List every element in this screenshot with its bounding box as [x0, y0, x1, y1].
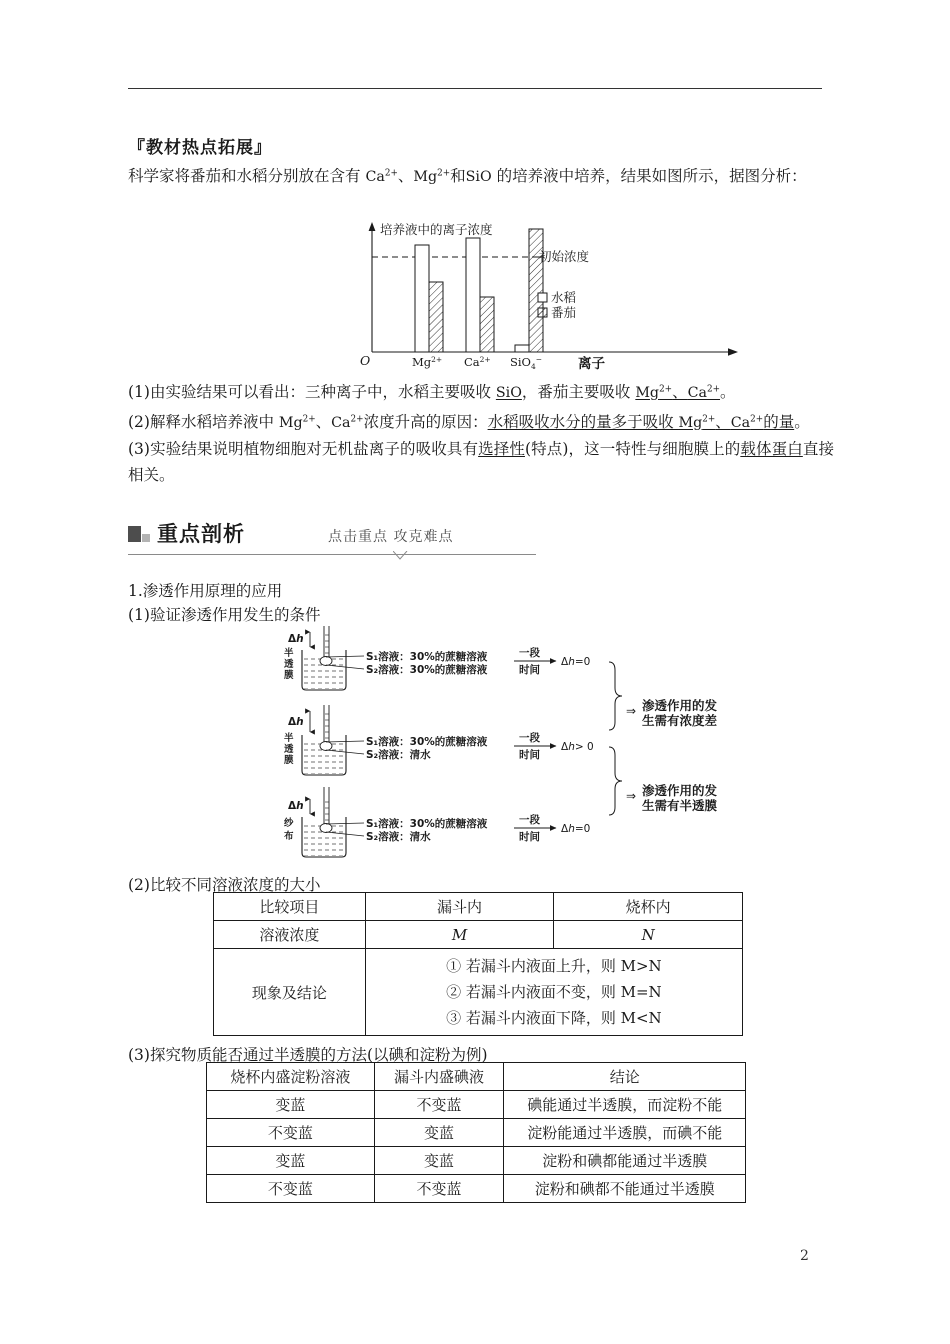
t2-conclusion-line-2: ② 若漏斗内液面不变，则 M=N [446, 983, 662, 1001]
implies-arrow-2: ⇒ [626, 789, 637, 803]
t2-conclusion-line-1: ① 若漏斗内液面上升，则 M>N [446, 957, 662, 975]
banner-notch-icon [393, 551, 415, 560]
legend-label-tomato: 番茄 [551, 305, 577, 320]
banner-square-light-icon [142, 534, 150, 542]
bar-rice-mg [415, 245, 429, 352]
row2-membrane-bulb [320, 742, 332, 751]
ion-sio: SiO [465, 168, 492, 185]
answer-2-mid: 浓度升高的原因： [363, 412, 488, 431]
legend-label-rice: 水稻 [551, 290, 577, 305]
legend-swatch-rice [538, 293, 547, 302]
row1-membrane-label-3: 膜 [284, 670, 294, 681]
answer-1-mg-symbol: Mg [635, 384, 660, 401]
answer-2-mg-charge: 2+ [302, 413, 316, 424]
answer-2-blank-mg-symbol: Mg [678, 414, 703, 431]
answer-2-mg-symbol: Mg [278, 414, 303, 431]
t3-r2-c1: 变蓝 [374, 1147, 504, 1175]
t3-r1-c1: 变蓝 [374, 1119, 504, 1147]
t2-header-0: 比较项目 [214, 893, 366, 921]
banner-square-dark-icon [128, 526, 141, 542]
expansion-answers [128, 376, 834, 488]
t3-r1-c0: 不变蓝 [207, 1119, 375, 1147]
t3-r2-c0: 变蓝 [207, 1147, 375, 1175]
answer-2-blank-ca-charge: 2+ [750, 413, 764, 424]
answer-1-blank-mg [635, 385, 672, 401]
brace-membrane [609, 747, 622, 815]
osmosis-row-2 [284, 705, 594, 775]
row3-s2-text: S₂溶液：清水 [366, 831, 431, 843]
answer-2-pre: (2)解释水稻培养液中 [128, 412, 279, 431]
conclusion-1-line-1: 渗透作用的发 [642, 698, 718, 713]
expansion-heading [128, 133, 272, 158]
table-header-row [214, 893, 743, 921]
ion-ca-charge: 2+ [384, 168, 398, 178]
expansion-intro: 科学家将番茄和水稻分别放在含有 $Ca^{2+}$、$Mg^{2+}$和SiO 的培养液中培养，结果如图所示，据图分析： [128, 166, 807, 185]
point1-sub2: (2)比较不同溶液浓度的大小 [128, 876, 321, 894]
t3-r3-c0: 不变蓝 [207, 1175, 375, 1203]
answer-1-end: 。 [720, 382, 736, 401]
answer-3-pre: (3)实验结果说明植物细胞对无机盐离子的吸收具有 [128, 439, 479, 458]
header-rule [128, 88, 822, 89]
answer-3-end: 直接相关。 [128, 439, 834, 484]
answer-1-pre: (1)由实验结果可以看出：三种离子中，水稻主要吸收 [128, 382, 496, 401]
row1-arrow-bottom: 时间 [519, 664, 540, 676]
row3-delta-label: Δh [288, 800, 304, 812]
table-row [214, 921, 743, 949]
answer-2-ion-ca [331, 415, 363, 431]
t2-row1-beaker: N [554, 921, 743, 949]
answer-2-blank-ca [731, 415, 763, 431]
row3-leader-s1 [326, 823, 364, 824]
answer-3-mid: (特点)，这一特性与细胞膜上的 [524, 439, 741, 458]
t3-r0-c1: 不变蓝 [374, 1091, 504, 1119]
answer-3-blank-2: 载体蛋白 [740, 439, 803, 458]
ion-mg-charge: 2+ [437, 168, 451, 178]
table-header-row [207, 1063, 746, 1091]
bracket-left: 『 [128, 138, 146, 158]
t2-header-1: 漏斗内 [365, 893, 554, 921]
row1-delta-label: Δh [288, 633, 304, 645]
ion-ca [365, 169, 397, 185]
chart-reference-label: 初始浓度 [539, 249, 590, 264]
t3-r0-c2: 碘能通过半透膜，而淀粉不能 [504, 1091, 746, 1119]
row2-membrane-label-1: 半 [284, 733, 294, 744]
t3-r2-c2: 淀粉和碘都能通过半透膜 [504, 1147, 746, 1175]
row1-s2-text: S₂溶液：30%的蔗糖溶液 [366, 664, 488, 676]
row3-arrow-top: 一段 [519, 814, 540, 826]
answer-2-blank-mg-charge: 2+ [702, 413, 716, 424]
xtick-ca: $Ca^{2+}$ [464, 355, 491, 369]
row1-result: Δh=0 [561, 656, 591, 668]
answer-3-blank-1: 选择性 [478, 439, 525, 458]
bar-rice-ca [466, 238, 480, 352]
ion-ca-symbol: Ca [365, 168, 385, 185]
bar-tomato-sio [529, 229, 543, 352]
row3-membrane-bulb [320, 824, 332, 833]
row2-leader-s1 [326, 741, 364, 742]
expansion-heading-text: 教材热点拓展 [146, 138, 254, 158]
row1-membrane-label-2: 透 [284, 659, 294, 670]
answer-2: (2)解释水稻培养液中 $Mg^{2+}$、$Ca^{2+}$浓度升高的原因：水稻吸收水分的量多于吸收 $Mg^{2+}$、$Ca^{2+}$的量。 [128, 412, 810, 431]
row2-membrane-label-2: 透 [284, 744, 294, 755]
t3-header-0: 烧杯内盛淀粉溶液 [207, 1063, 375, 1091]
osmosis-diagram [276, 626, 816, 876]
answer-1-ca-charge: 2+ [707, 384, 721, 394]
answer-2-ion-mg [279, 415, 316, 431]
ion-concentration-chart [330, 212, 750, 370]
legend-swatch-tomato [538, 308, 547, 317]
answer-2-blank-ca-symbol: Ca [730, 414, 751, 431]
answer-2-blank-mg [679, 415, 716, 431]
answer-2-blank-pre: 水稻吸收水分的量多于吸收 [487, 412, 679, 431]
chart-ylabel: 培养液中的离子浓度 [380, 222, 493, 237]
table-row [207, 1175, 746, 1203]
banner-underline [128, 554, 536, 555]
answer-1-mg-charge: 2+ [659, 384, 673, 394]
answer-1 [128, 376, 834, 406]
t2-row2-label: 现象及结论 [214, 949, 366, 1036]
y-axis-arrow [369, 222, 376, 231]
t3-r1-c2: 淀粉能通过半透膜，而碘不能 [504, 1119, 746, 1147]
t3-header-1: 漏斗内盛碘液 [374, 1063, 504, 1091]
answer-2-period: 。 [794, 412, 810, 431]
t3-r0-c0: 变蓝 [207, 1091, 375, 1119]
row2-membrane-label-3: 膜 [284, 755, 294, 766]
bar-tomato-mg [429, 282, 443, 352]
answer-2-ca-charge: 2+ [350, 413, 364, 424]
brace-concentration [609, 662, 622, 730]
row1-membrane-label-1: 半 [284, 648, 294, 659]
answer-1-blank-ca [688, 385, 720, 401]
ion-mg-symbol: Mg [413, 168, 438, 185]
point1-sub1: (1)验证渗透作用发生的条件 [128, 606, 321, 624]
osmosis-row-1 [284, 626, 590, 690]
row1-membrane-bulb [320, 657, 332, 666]
chart-xlabel: 离子 [578, 356, 605, 370]
ion-mg [413, 169, 450, 185]
page-number: 2 [800, 1248, 809, 1264]
conclusion-2-line-2: 生需有半透膜 [642, 798, 718, 813]
chart-origin-label: O [360, 353, 371, 368]
point1-heading: 1.渗透作用原理的应用 [128, 582, 283, 600]
x-axis-arrow [728, 348, 738, 355]
answer-1-ca-symbol: Ca [687, 384, 707, 401]
row1-arrow-top: 一段 [519, 647, 540, 659]
semipermeable-membrane-table [206, 1062, 746, 1203]
xtick-sio: SiO$_4$− [510, 355, 543, 370]
section-banner [128, 518, 538, 564]
bar-rice-sio [515, 345, 529, 352]
bar-tomato-ca [480, 297, 494, 352]
osmosis-row-3 [284, 787, 590, 857]
row3-membrane-label-1: 纱 [284, 818, 294, 829]
t3-r3-c1: 不变蓝 [374, 1175, 504, 1203]
row2-s1-text: S₁溶液：30%的蔗糖溶液 [366, 736, 488, 748]
intro-text-mid: 的培养液中培养，结果如图所示，据图分析： [491, 166, 807, 185]
row2-delta-label: Δh [288, 716, 304, 728]
t2-row2-content [365, 949, 742, 1036]
concentration-comparison-table [213, 892, 743, 1036]
t2-header-2: 烧杯内 [554, 893, 743, 921]
row1-s1-text: S₁溶液：30%的蔗糖溶液 [366, 651, 488, 663]
answer-3 [128, 436, 834, 488]
row3-arrow-bottom: 时间 [519, 831, 540, 843]
row2-result: Δh> 0 [561, 741, 594, 753]
conclusion-1-line-2: 生需有浓度差 [642, 713, 718, 728]
intro-text-pre: 科学家将番茄和水稻分别放在含有 [128, 166, 366, 185]
t3-header-2: 结论 [504, 1063, 746, 1091]
t3-r3-c2: 淀粉和碘都不能通过半透膜 [504, 1175, 746, 1203]
implies-arrow-1: ⇒ [626, 704, 637, 718]
table-row [207, 1147, 746, 1175]
t2-conclusion-line-3: ③ 若漏斗内液面下降，则 M<N [446, 1009, 662, 1027]
table-row [207, 1119, 746, 1147]
section-title: 重点剖析 [157, 522, 245, 546]
row1-leader-s1 [326, 656, 364, 657]
table-row [207, 1091, 746, 1119]
xtick-mg: $Mg^{2+}$ [412, 355, 443, 369]
bracket-right: 』 [254, 138, 272, 158]
row3-s1-text: S₁溶液：30%的蔗糖溶液 [366, 818, 488, 830]
t2-row1-funnel: M [365, 921, 554, 949]
answer-2-ca-symbol: Ca [331, 414, 351, 431]
answer-1-mid: ，番茄主要吸收 [521, 382, 636, 401]
row3-membrane-label-2: 布 [284, 831, 294, 842]
answer-1-sep: 、 [672, 382, 688, 401]
chart-svg [330, 212, 750, 370]
section-subtitle: 点击重点 攻克难点 [328, 529, 454, 545]
row2-s2-text: S₂溶液：清水 [366, 749, 431, 761]
answer-2-blank-end: 的量 [763, 412, 795, 431]
conclusion-2-line-1: 渗透作用的发 [642, 783, 718, 798]
osmosis-svg [276, 626, 816, 876]
table-row [214, 949, 743, 1036]
point1-sub3: (3)探究物质能否通过半透膜的方法(以碘和淀粉为例) [128, 1046, 488, 1064]
row2-arrow-bottom: 时间 [519, 749, 540, 761]
t2-row1-label: 溶液浓度 [214, 921, 366, 949]
answer-2-blank-sep: 、 [715, 412, 731, 431]
answer-1-blank-sio: SiO [495, 384, 522, 401]
row3-result: Δh=0 [561, 823, 591, 835]
row2-arrow-top: 一段 [519, 732, 540, 744]
